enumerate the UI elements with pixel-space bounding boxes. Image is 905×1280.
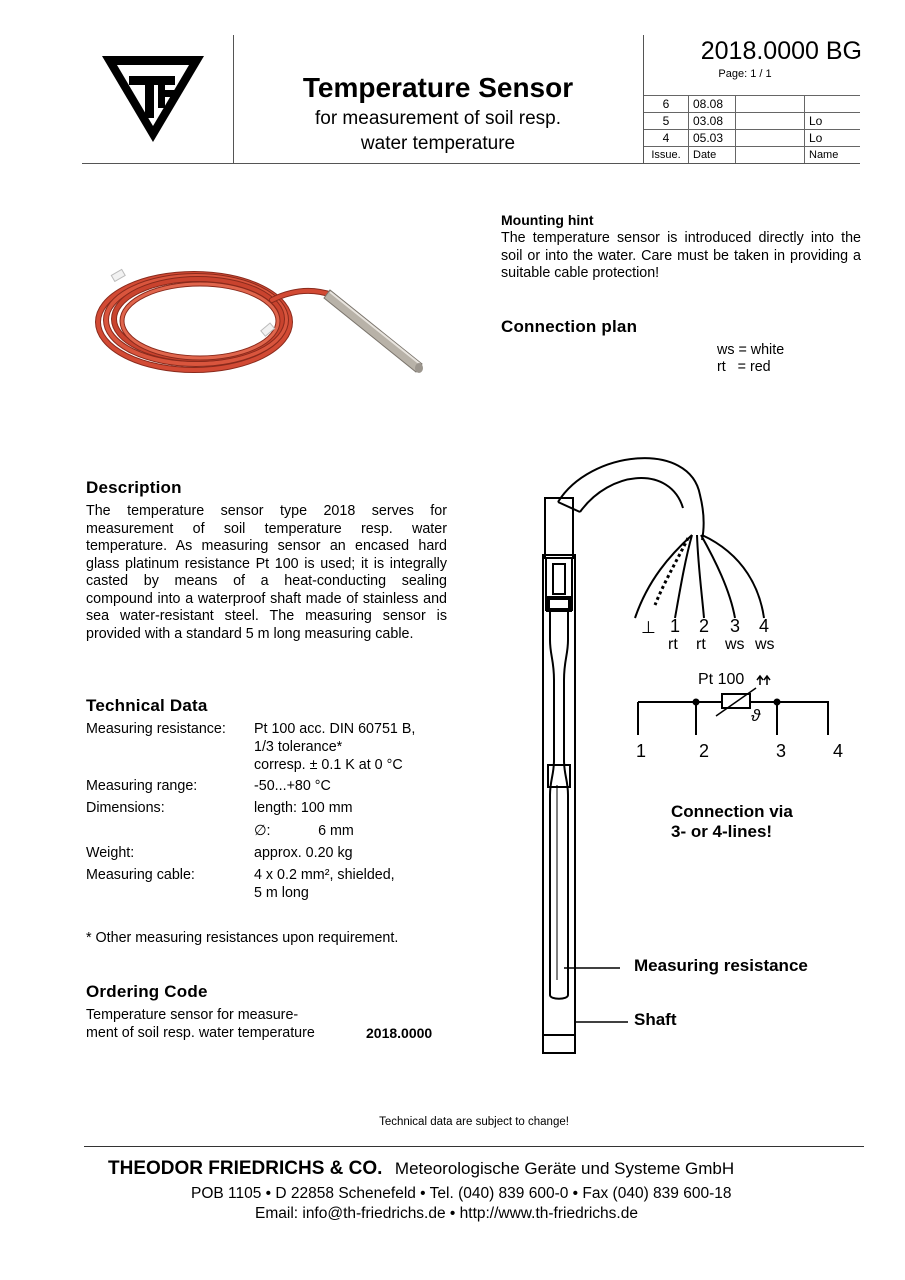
wire-1: 1 xyxy=(670,616,681,636)
spec-value: ∅: 6 mm xyxy=(254,823,354,839)
rev-blank-header xyxy=(736,147,805,164)
label-shaft: Shaft xyxy=(634,1010,677,1029)
connection-note-2: 3- or 4-lines! xyxy=(671,822,773,841)
pt100-label: Pt 100 xyxy=(698,671,745,688)
rev-blank xyxy=(736,130,805,147)
document-subtitle-2: water temperature xyxy=(360,133,516,154)
connection-note-1: Connection via xyxy=(671,802,793,821)
mounting-heading: Mounting hint xyxy=(501,212,594,228)
revision-header-row xyxy=(644,147,860,164)
spec-value: Pt 100 acc. DIN 60751 B, xyxy=(254,721,416,737)
wire-3: 3 xyxy=(730,616,741,636)
ordering-text-1: Temperature sensor for measure- xyxy=(86,1007,299,1023)
connection-heading: Connection plan xyxy=(501,317,638,336)
rev-name-header: Name xyxy=(805,147,861,164)
revision-row xyxy=(644,96,860,113)
page-number: Page: 1 / 1 xyxy=(718,68,772,80)
spec-label: Dimensions: xyxy=(86,800,165,816)
wire-color-3: ws xyxy=(725,636,745,653)
rev-issue: 6 xyxy=(644,96,689,113)
terminal-1: 1 xyxy=(636,741,647,761)
spec-value: -50...+80 °C xyxy=(254,778,331,794)
footer-contact: Email: info@th-friedrichs.de • http://www.th-friedrichs.de xyxy=(255,1205,638,1222)
legend-white: ws = white xyxy=(717,342,785,358)
rev-issue: 4 xyxy=(644,130,689,147)
revision-row xyxy=(644,130,860,147)
spec-label: Weight: xyxy=(86,845,135,861)
terminal-2: 2 xyxy=(699,741,710,761)
spec-value: 5 m long xyxy=(254,885,309,901)
document-title: Temperature Sensor xyxy=(302,72,574,103)
rev-issue-header: Issue. xyxy=(644,147,689,164)
spec-value: corresp. ± 0.1 K at 0 °C xyxy=(254,757,403,773)
wire-color-1: rt xyxy=(668,636,678,653)
ordering-code: 2018.0000 xyxy=(366,1025,433,1041)
rev-name: Lo xyxy=(805,113,861,130)
wire-ground: ⊥ xyxy=(641,618,656,637)
footer-address: POB 1105 • D 22858 Schenefeld • Tel. (040) 839 600-0 • Fax (040) 839 600-18 xyxy=(191,1185,732,1202)
product-photo xyxy=(92,250,432,385)
rev-date: 03.08 xyxy=(689,113,736,130)
legend-red: rt = red xyxy=(717,359,771,375)
technical-heading: Technical Data xyxy=(86,696,208,715)
revision-row xyxy=(644,113,860,130)
rev-date: 05.03 xyxy=(689,130,736,147)
rev-blank xyxy=(736,96,805,113)
document-number: 2018.0000 BG xyxy=(700,37,862,65)
description-text: The temperature sensor type 2018 serves for measurement of soil temperature resp. water temperature. As measuring sensor an encased hard glass platinum resistance Pt 100 is used; it is integrally casted by means of a heat-conducting sealing compound into a waterproof shaft made of stainless and sea water-resistant steel. The measuring sensor is provided with a standard 5 m long measuring cable. xyxy=(86,503,447,642)
document-subtitle-1: for measurement of soil resp. xyxy=(314,108,562,129)
footer-tagline: Meteorologische Geräte und Systeme GmbH xyxy=(394,1159,735,1178)
rev-date-header: Date xyxy=(689,147,736,164)
footer-company-line xyxy=(108,1158,734,1180)
description-heading: Description xyxy=(86,478,182,497)
change-notice: Technical data are subject to change! xyxy=(379,1116,569,1128)
label-measuring-resistance: Measuring resistance xyxy=(634,956,808,975)
company-logo xyxy=(98,52,208,147)
wire-2: 2 xyxy=(699,616,710,636)
footer-company: THEODOR FRIEDRICHS & CO. xyxy=(108,1158,383,1179)
terminal-3: 3 xyxy=(776,741,787,761)
theta-symbol: ϑ xyxy=(751,706,761,725)
spec-value: 4 x 0.2 mm², shielded, xyxy=(254,867,395,883)
wire-color-4: ws xyxy=(755,636,775,653)
ordering-heading: Ordering Code xyxy=(86,982,208,1001)
spec-footnote: * Other measuring resistances upon requirement. xyxy=(86,930,399,946)
rev-date: 08.08 xyxy=(689,96,736,113)
mounting-text: The temperature sensor is introduced directly into the soil or into the water. Care must be taken in providing a suitable cable protection! xyxy=(501,230,861,281)
ordering-text-2: ment of soil resp. water temperature xyxy=(86,1025,315,1041)
spec-value: approx. 0.20 kg xyxy=(254,845,353,861)
spec-label: Measuring cable: xyxy=(86,867,195,883)
terminal-4: 4 xyxy=(833,741,844,761)
wire-4: 4 xyxy=(759,616,770,636)
rev-issue: 5 xyxy=(644,113,689,130)
rev-name: Lo xyxy=(805,130,861,147)
spec-label: Measuring resistance: xyxy=(86,721,226,737)
wire-color-2: rt xyxy=(696,636,706,653)
rev-name xyxy=(805,96,861,113)
rev-blank xyxy=(736,113,805,130)
revision-table xyxy=(644,95,860,164)
spec-value: 1/3 tolerance* xyxy=(254,739,343,755)
spec-value: length: 100 mm xyxy=(254,800,353,816)
spec-label: Measuring range: xyxy=(86,778,198,794)
